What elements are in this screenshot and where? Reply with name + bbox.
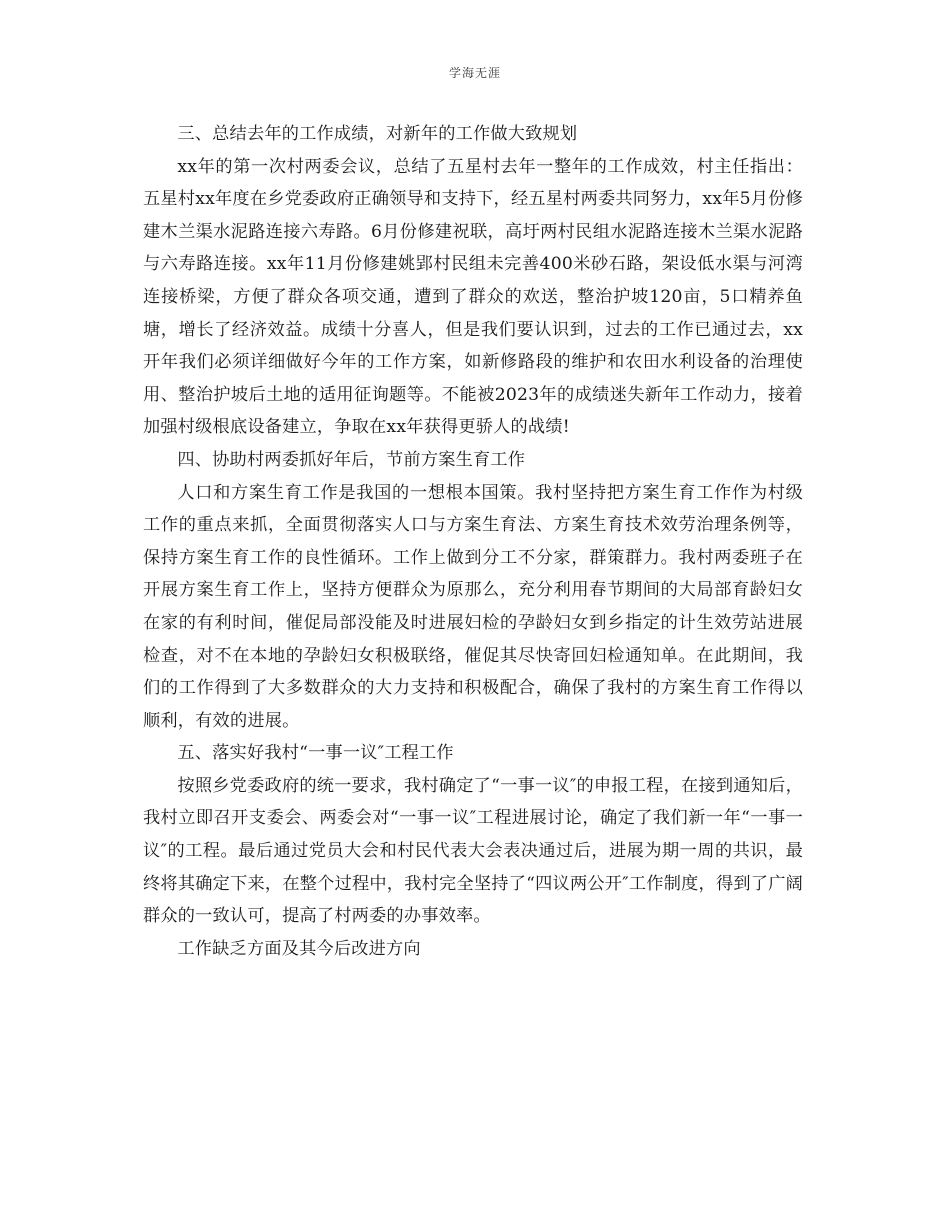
section-heading-shortcomings: 工作缺乏方面及其今后改进方向 — [177, 938, 421, 959]
paragraph-one-matter-one-discussion: 按照乡党委政府的统一要求，我村确定了“一事一议″的申报工程，在接到通知后，我村立即召开支委会、两委会对“一事一议″工程进展讨论，确定了我们新一年“一事一议″的工程。最后通过党员大会和村民代表大会表决通过后，进展为期一周的共识，最终将其确定下来，在整个过程中，我村完全坚持了“四议两公开″工作制度，得到了广阔群众的一致认可，提高了村两委的办事效率。 — [143, 775, 803, 927]
paragraph-family-planning: 人口和方案生育工作是我国的一想根本国策。我村坚持把方案生育工作作为村级工作的重点来抓，全面贯彻落实人口与方案生育法、方案生育技术效劳治理条例等，保持方案生育工作的良性循环。工作上做到分工不分家，群策群力。我村两委班子在开展方案生育工作上，坚持方便群众为原那么，充分利用春节期间的大局部育龄妇女在家的有利时间，催促局部没能及时进展妇检的孕龄妇女到乡指定的计生效劳站进展检查，对不在本地的孕龄妇女积极联络，催促其尽快寄回妇检通知单。在此期间，我们的工作得到了大多数群众的大力支持和积极配合，确保了我村的方案生育工作得以顺利，有效的进展。 — [143, 482, 803, 731]
document-body — [143, 118, 803, 965]
section-heading-4: 四、协助村两委抓好年后，节前方案生育工作 — [177, 449, 526, 470]
section-heading-5: 五、落实好我村“一事一议″工程工作 — [177, 743, 454, 764]
paragraph-work-summary: xx年的第一次村两委会议，总结了五星村去年一整年的工作成效，村主任指出：五星村xx年度在乡党委政府正确领导和支持下，经五星村两委共同努力，xx年5月份修建木兰渠水泥路连接六寿路。6月份修建祝联，高圩两村民组水泥路连接木兰渠水泥路与六寿路连接。xx年11月份修建姚郢村民组未完善400米砂石路，架设低水渠与河湾连接桥梁，方便了群众各项交通，遭到了群众的欢送，整治护坡120亩，5口精养鱼塘，增长了经济效益。成绩十分喜人，但是我们要认识到，过去的工作已通过去，xx开年我们必须详细做好今年的工作方案，如新修路段的维护和农田水利设备的治理使用、整治护坡后土地的适用征询题等。不能被2023年的成绩迷失新年工作动力，接着加强村级根底设备建立，争取在xx年获得更骄人的战绩! — [143, 156, 803, 438]
running-header: 学海无涯 — [448, 66, 501, 80]
section-heading-3: 三、总结去年的工作成绩，对新年的工作做大致规划 — [177, 124, 578, 144]
